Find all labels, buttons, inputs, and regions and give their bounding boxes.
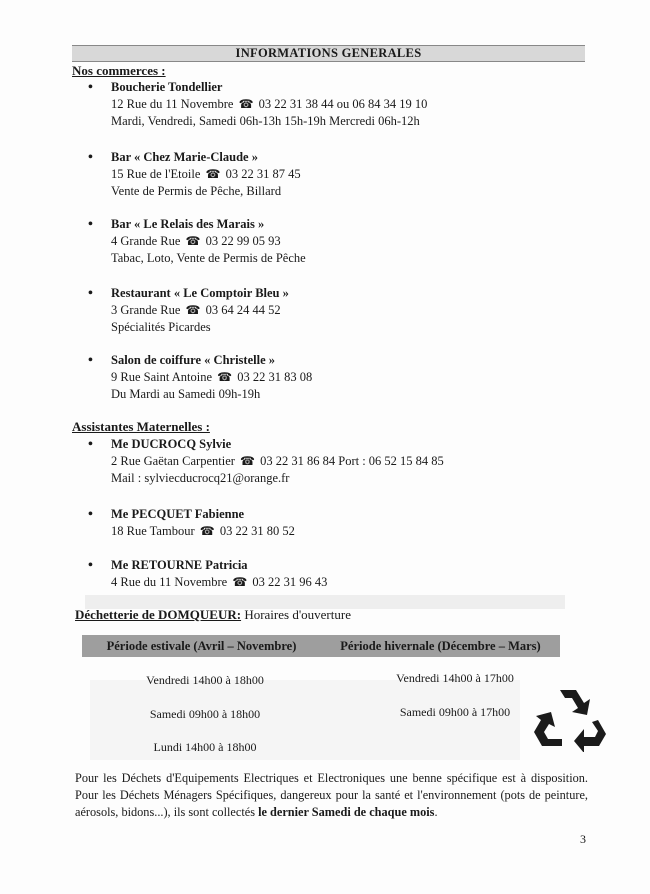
winter-schedule-row: Vendredi 14h00 à 17h00 (396, 671, 514, 685)
person-phone: 03 22 31 96 43 (252, 575, 328, 589)
shop-name: Restaurant « Le Comptoir Bleu » (111, 286, 289, 300)
shop-details: Tabac, Loto, Vente de Permis de Pêche (111, 251, 306, 265)
summer-schedule-row: Samedi 09h00 à 18h00 (149, 707, 261, 721)
list-item-boucherie (88, 79, 427, 130)
commerces-title: Nos commerces : (72, 63, 166, 78)
decheterie-subtitle: Horaires d'ouverture (244, 607, 351, 622)
footer-bold-text: le dernier Samedi de chaque mois (258, 805, 435, 819)
shop-address: 3 Grande Rue (111, 303, 181, 317)
shop-phone: 03 22 31 83 08 (237, 370, 313, 384)
shop-address: 4 Grande Rue (111, 234, 181, 248)
phone-icon: ☎ (199, 524, 215, 538)
phone-icon: ☎ (185, 303, 201, 317)
shop-phone: 03 22 31 87 45 (225, 167, 301, 181)
list-item-bar-relais (88, 216, 306, 267)
bullet-icon: • (88, 437, 93, 452)
person-address: 4 Rue du 11 Novembre (111, 575, 228, 589)
person-address: 2 Rue Gaëtan Carpentier (111, 454, 235, 468)
person-name: Me RETOURNE Patricia (111, 558, 248, 572)
bullet-icon: • (88, 150, 93, 165)
phone-icon: ☎ (232, 575, 248, 589)
phone-icon: ☎ (217, 370, 233, 384)
phone-icon: ☎ (240, 454, 255, 468)
bullet-icon: • (88, 353, 93, 368)
section-banner: INFORMATIONS GENERALES (72, 45, 585, 62)
list-item-pecquet (88, 506, 295, 540)
shop-name: Bar « Le Relais des Marais » (111, 217, 265, 231)
footer-paragraph (75, 770, 588, 821)
person-name: Me DUCROCQ Sylvie (111, 437, 232, 451)
phone-icon: ☎ (238, 97, 254, 111)
shop-phone: 03 22 31 38 44 ou 06 84 34 19 10 (258, 97, 428, 111)
summer-period-label: Période estivale (Avril – Novembre) (106, 638, 297, 653)
shop-phone: 03 64 24 44 52 (205, 303, 281, 317)
schedule-header (82, 635, 560, 657)
shop-address: 12 Rue du 11 Novembre (111, 97, 234, 111)
recycle-icon (532, 684, 608, 752)
page-number: 3 (580, 832, 586, 846)
decheterie-heading: Déchetterie de DOMQUEUR: (75, 607, 242, 622)
list-item-ducrocq (88, 436, 444, 487)
winter-schedule-row: Samedi 09h00 à 17h00 (399, 705, 511, 719)
shop-hours: Mardi, Vendredi, Samedi 06h-13h 15h-19h Mercredi 06h-12h (111, 114, 420, 128)
shop-address: 9 Rue Saint Antoine (111, 370, 213, 384)
footer-text: Pour les Déchets d'Equipements Electriques et Electroniques une benne spécifique est à disposition. Pour les Déchets Ménagers Spécifiques, dangereux pour la santé et l'environnement (pots de peinture, aérosols, bidons...), ils sont collectés (75, 771, 588, 819)
shop-name: Salon de coiffure « Christelle » (111, 353, 275, 367)
shop-name: Boucherie Tondellier (111, 80, 223, 94)
person-phone: 03 22 31 86 84 Port : 06 52 15 84 85 (260, 454, 444, 468)
decheterie-title (75, 607, 351, 623)
phone-icon: ☎ (185, 234, 201, 248)
person-phone: 03 22 31 80 52 (219, 524, 295, 538)
winter-period-label: Période hivernale (Décembre – Mars) (340, 638, 541, 653)
summer-schedule-row: Lundi 14h00 à 18h00 (153, 740, 257, 754)
bullet-icon: • (88, 217, 93, 232)
shop-address: 15 Rue de l'Etoile (111, 167, 201, 181)
shop-details: Vente de Permis de Pêche, Billard (111, 184, 282, 198)
assistantes-title: Assistantes Maternelles : (72, 419, 210, 434)
list-item-restaurant (88, 285, 289, 336)
bullet-icon: • (88, 507, 93, 522)
phone-icon: ☎ (205, 167, 221, 181)
list-item-bar-chez-marie-claude (88, 149, 301, 200)
list-item-retourne (88, 557, 327, 591)
shop-details: Spécialités Picardes (111, 320, 211, 334)
person-email: Mail : sylviecducrocq21@orange.fr (111, 471, 290, 485)
list-item-salon (88, 352, 312, 403)
bullet-icon: • (88, 80, 93, 95)
person-name: Me PECQUET Fabienne (111, 507, 245, 521)
summer-schedule-row: Vendredi 14h00 à 18h00 (146, 673, 264, 687)
shop-name: Bar « Chez Marie-Claude » (111, 150, 258, 164)
person-address: 18 Rue Tambour (111, 524, 195, 538)
bullet-icon: • (88, 558, 93, 573)
shop-hours: Du Mardi au Samedi 09h-19h (111, 387, 261, 401)
shop-phone: 03 22 99 05 93 (205, 234, 281, 248)
footer-end: . (434, 805, 438, 819)
bullet-icon: • (88, 286, 93, 301)
